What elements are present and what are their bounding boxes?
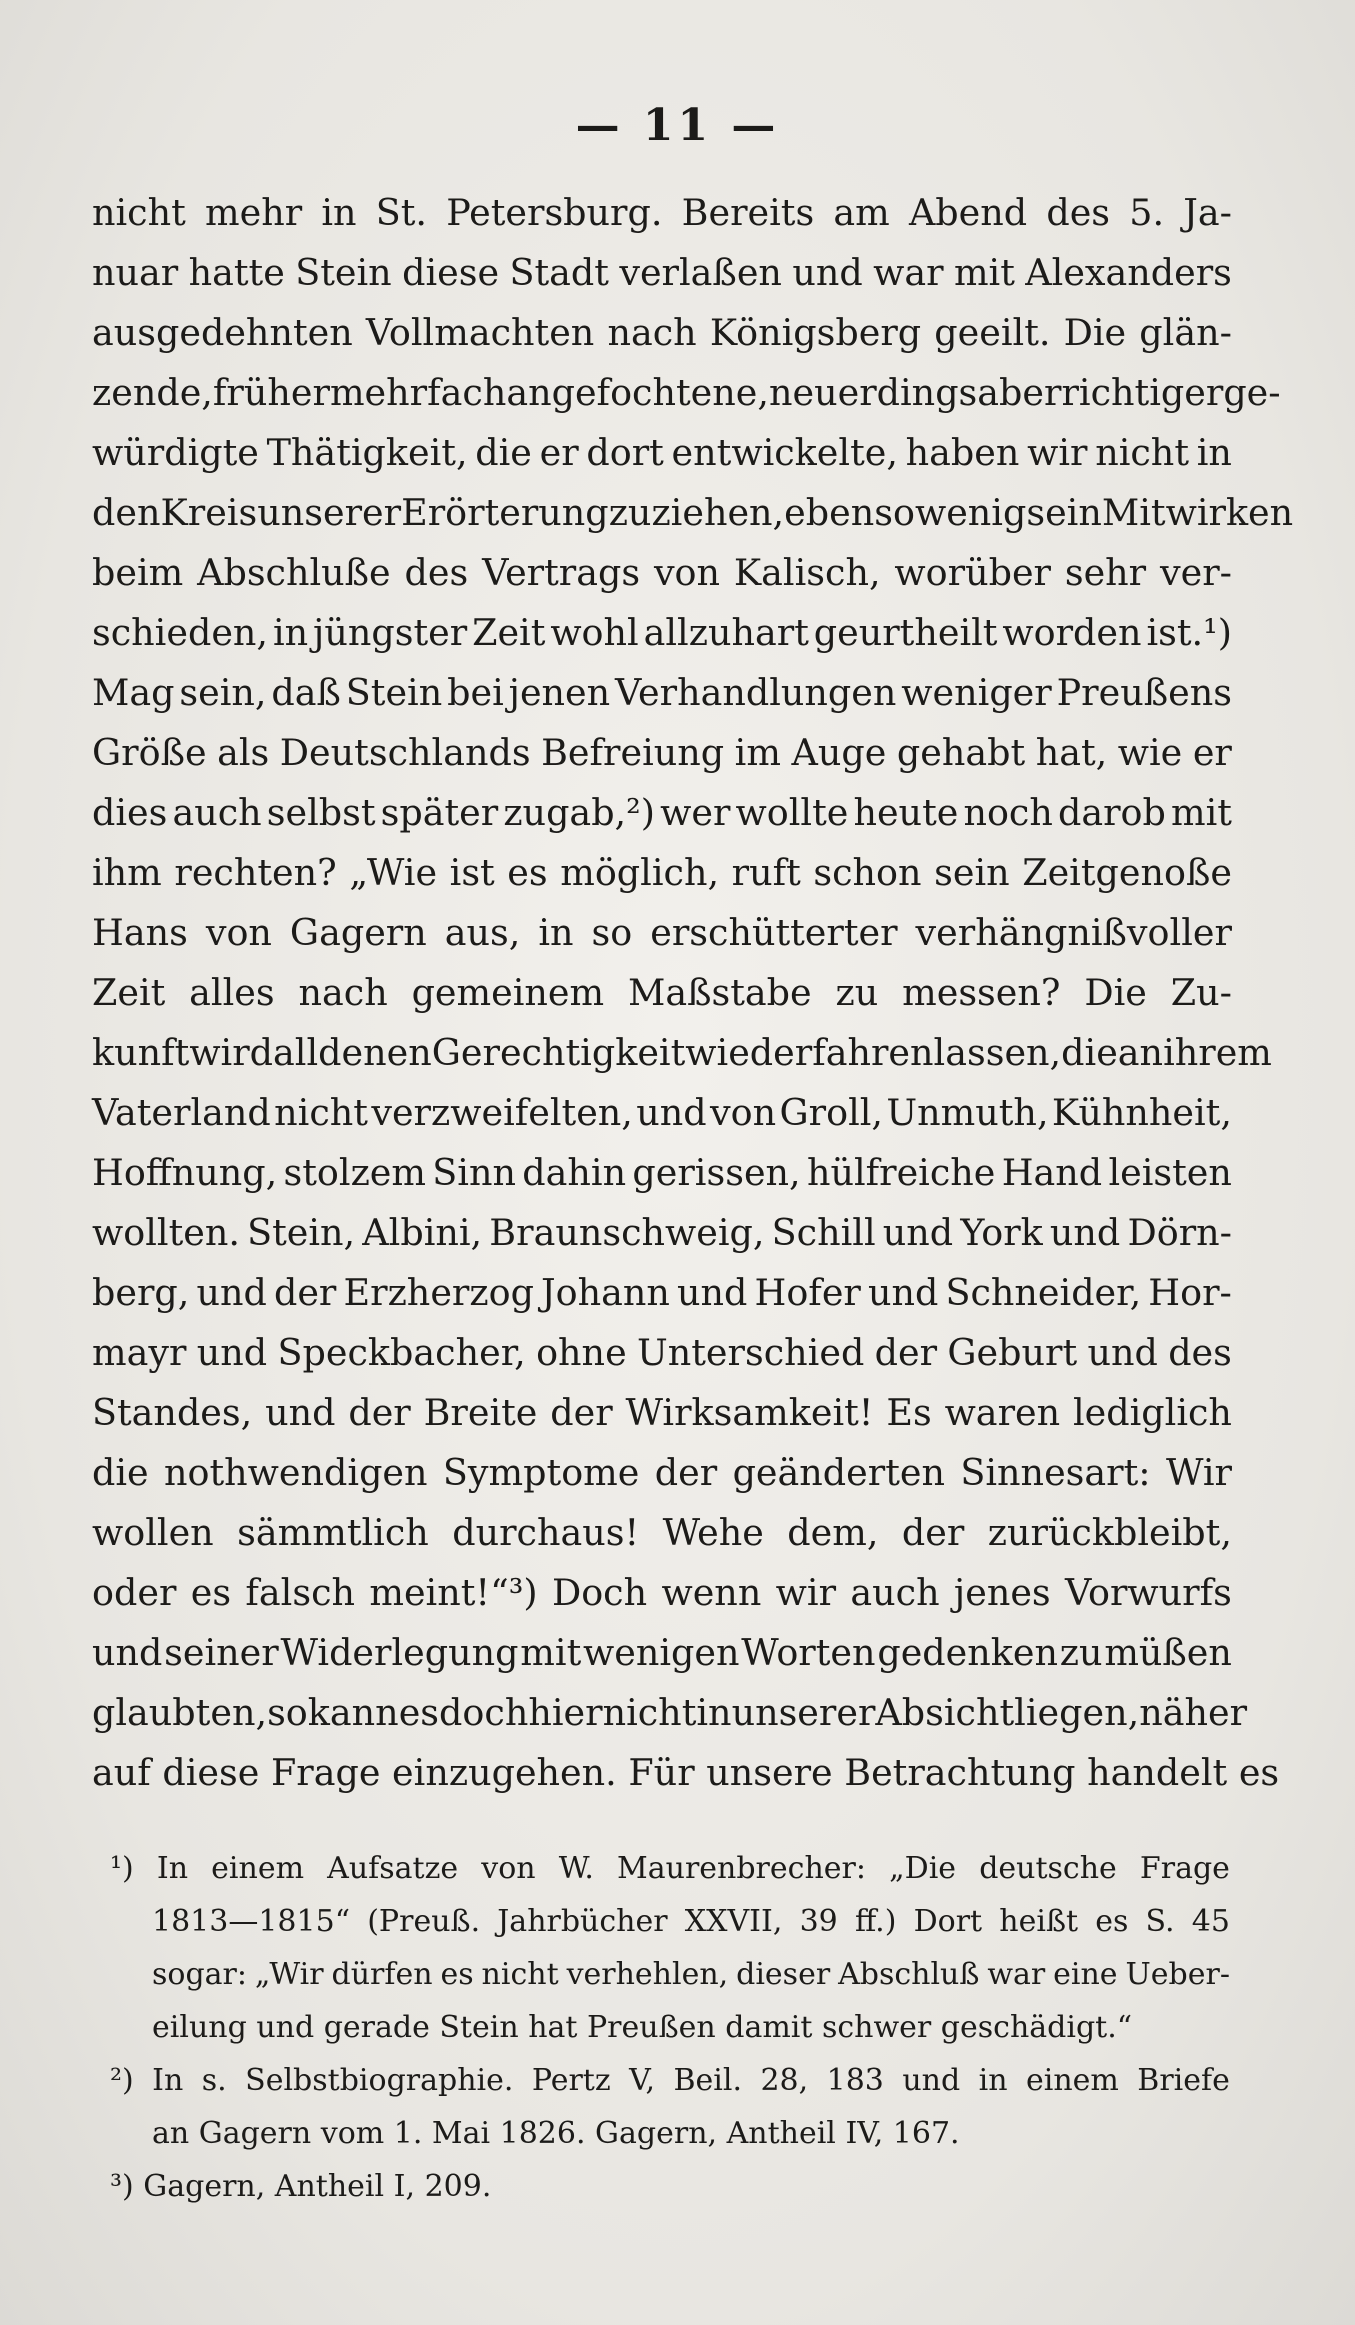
text-line: auf diese Frage einzugehen. Für unsere Betrachtung handelt es xyxy=(92,1751,1280,1794)
text-line: Mag sein, daß Stein bei jenen Verhandlungen weniger Preußens xyxy=(92,671,1232,714)
text-line: Standes, und der Breite der Wirksamkeit! Es waren lediglich xyxy=(92,1391,1232,1434)
text-line: dies auch selbst später zugab,²) wer wollte heute noch darob mit xyxy=(92,791,1232,834)
text-line: beim Abschluße des Vertrags von Kalisch, worüber sehr ver- xyxy=(92,551,1232,594)
text-line: schieden, in jüngster Zeit wohl allzuhart geurtheilt worden ist.¹) xyxy=(92,611,1232,654)
footnote-line: sogar: „Wir dürfen es nicht verhehlen, dieser Abschluß war eine Ueber- xyxy=(152,1957,1230,1992)
text-line: ihm rechten? „Wie ist es möglich, ruft schon sein Zeitgenoße xyxy=(92,851,1232,894)
text-line: Vaterland nicht verzweifelten, und von Groll, Unmuth, Kühnheit, xyxy=(92,1091,1232,1134)
text-line: ausgedehnten Vollmachten nach Königsberg geeilt. Die glän- xyxy=(92,311,1232,354)
text-line: nuar hatte Stein diese Stadt verlaßen und war mit Alexanders xyxy=(92,251,1232,294)
footnote-line: 1813—1815“ (Preuß. Jahrbücher XXVII, 39 ff.) Dort heißt es S. 45 xyxy=(152,1904,1230,1939)
text-line: glaubten, so kann es doch hier nicht in unserer Absicht liegen, näher xyxy=(92,1691,1248,1734)
footnotes xyxy=(110,1842,1230,2213)
footnote-line: ¹) In einem Aufsatze von W. Maurenbrecher: „Die deutsche Frage xyxy=(110,1851,1230,1886)
text-line: die nothwendigen Symptome der geänderten Sinnesart: Wir xyxy=(92,1451,1232,1494)
text-line: zende, früher mehrfach angefochtene, neuerdings aber richtiger ge- xyxy=(92,371,1281,414)
footnote-line: ²) In s. Selbstbiographie. Pertz V, Beil. 28, 183 und in einem Briefe xyxy=(110,2063,1230,2098)
text-line: wollen sämmtlich durchaus! Wehe dem, der zurückbleibt, xyxy=(92,1511,1232,1554)
text-line: den Kreis unserer Erörterung zu ziehen, ebensowenig sein Mitwirken xyxy=(92,491,1294,534)
text-line: würdigte Thätigkeit, die er dort entwickelte, haben wir nicht in xyxy=(92,431,1232,474)
footnote-line: ³) Gagern, Antheil I, 209. xyxy=(110,2169,492,2204)
text-line: und seiner Widerlegung mit wenigen Worten gedenken zu müßen xyxy=(92,1631,1232,1674)
text-line: oder es falsch meint!“³) Doch wenn wir auch jenes Vorwurfs xyxy=(92,1571,1232,1614)
body-text xyxy=(92,183,1294,1803)
text-line: wollten. Stein, Albini, Braunschweig, Schill und York und Dörn- xyxy=(92,1211,1232,1254)
text-line: Hoffnung, stolzem Sinn dahin gerissen, hülfreiche Hand leisten xyxy=(92,1151,1232,1194)
text-line: mayr und Speckbacher, ohne Unterschied der Geburt und des xyxy=(92,1331,1232,1374)
text-line: kunft wird all denen Gerechtigkeit wiederfahren lassen, die an ihrem xyxy=(92,1031,1272,1074)
page-number: — 11 — xyxy=(575,100,780,151)
text-line: nicht mehr in St. Petersburg. Bereits am Abend des 5. Ja- xyxy=(92,191,1232,234)
text-line: Größe als Deutschlands Befreiung im Auge gehabt hat, wie er xyxy=(92,731,1232,774)
text-line: Zeit alles nach gemeinem Maßstabe zu messen? Die Zu- xyxy=(92,971,1232,1014)
text-line: berg, und der Erzherzog Johann und Hofer und Schneider, Hor- xyxy=(92,1271,1232,1314)
footnote-line: an Gagern vom 1. Mai 1826. Gagern, Antheil IV, 167. xyxy=(152,2116,960,2151)
footnote-line: eilung und gerade Stein hat Preußen damit schwer geschädigt.“ xyxy=(152,2010,1133,2045)
text-line: Hans von Gagern aus, in so erschütterter verhängnißvoller xyxy=(92,911,1232,954)
